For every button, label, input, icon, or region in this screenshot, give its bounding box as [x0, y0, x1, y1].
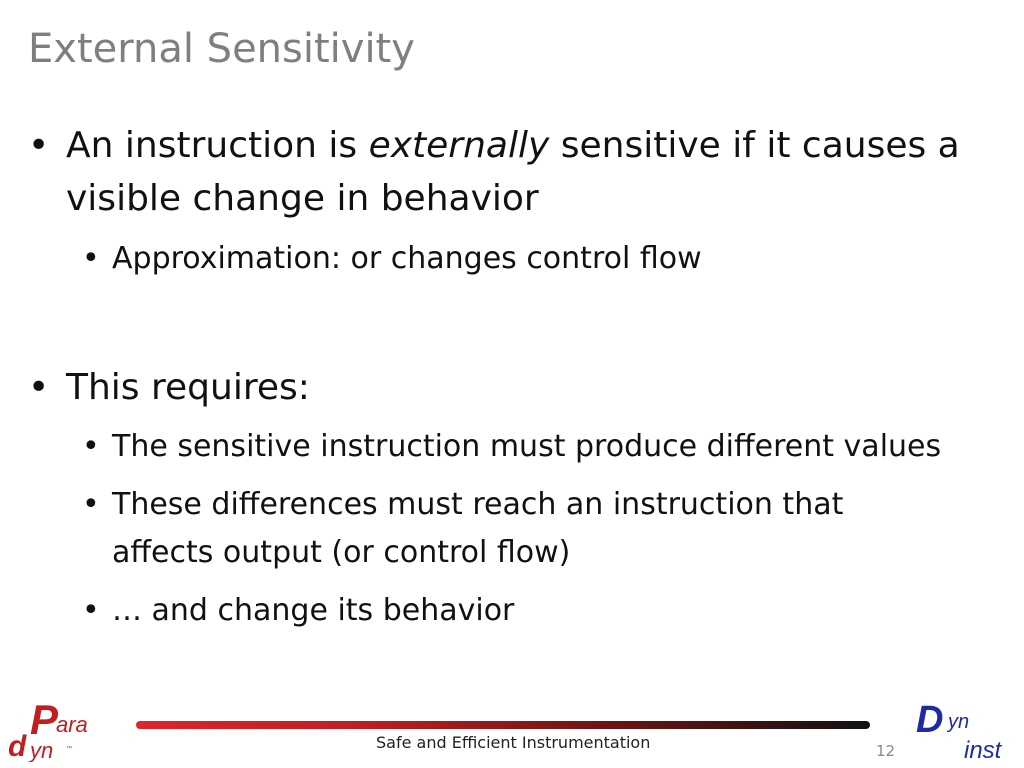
svg-text:ara: ara [56, 712, 88, 737]
bullet-text-line1: These differences must reach an instruction that [112, 487, 844, 522]
bullet-dot: • [28, 367, 50, 408]
slide-title: External Sensitivity [28, 26, 415, 72]
bullet-text-line1 [66, 125, 960, 166]
footer-text: Safe and Efficient Instrumentation [376, 733, 651, 752]
bullet-dot: • [82, 241, 100, 276]
bullet-text: This requires: [66, 367, 310, 408]
bullet-text: … and change its behavior [112, 593, 515, 628]
svg-text:d: d [8, 730, 27, 762]
bullet-text-emphasis: externally [368, 125, 550, 166]
svg-text:D: D [916, 699, 944, 741]
bullet-text: The sensitive instruction must produce different values [112, 429, 942, 464]
bullet-text-line2: visible change in behavior [66, 178, 539, 219]
bullet-dot: • [82, 487, 100, 522]
svg-text:™: ™ [66, 746, 72, 752]
svg-text:yn: yn [948, 711, 970, 733]
bullet-text-pre: An instruction is [66, 125, 369, 166]
svg-text:yn: yn [30, 738, 54, 762]
bullet-text-line2: affects output (or control flow) [112, 535, 571, 570]
bullet-dot: • [82, 593, 100, 628]
bullet-text-post: sensitive if it causes a [549, 125, 960, 166]
dyninst-logo [910, 694, 1020, 764]
svg-text:inst: inst [964, 737, 1002, 764]
bullet-dot: • [82, 429, 100, 464]
bullet-text: Approximation: or changes control flow [112, 241, 702, 276]
paradyn-logo [8, 692, 100, 762]
page-number: 12 [876, 742, 896, 760]
footer-gradient-line [136, 721, 870, 729]
bullet-dot: • [28, 125, 50, 166]
svg-text:P: P [30, 696, 59, 743]
